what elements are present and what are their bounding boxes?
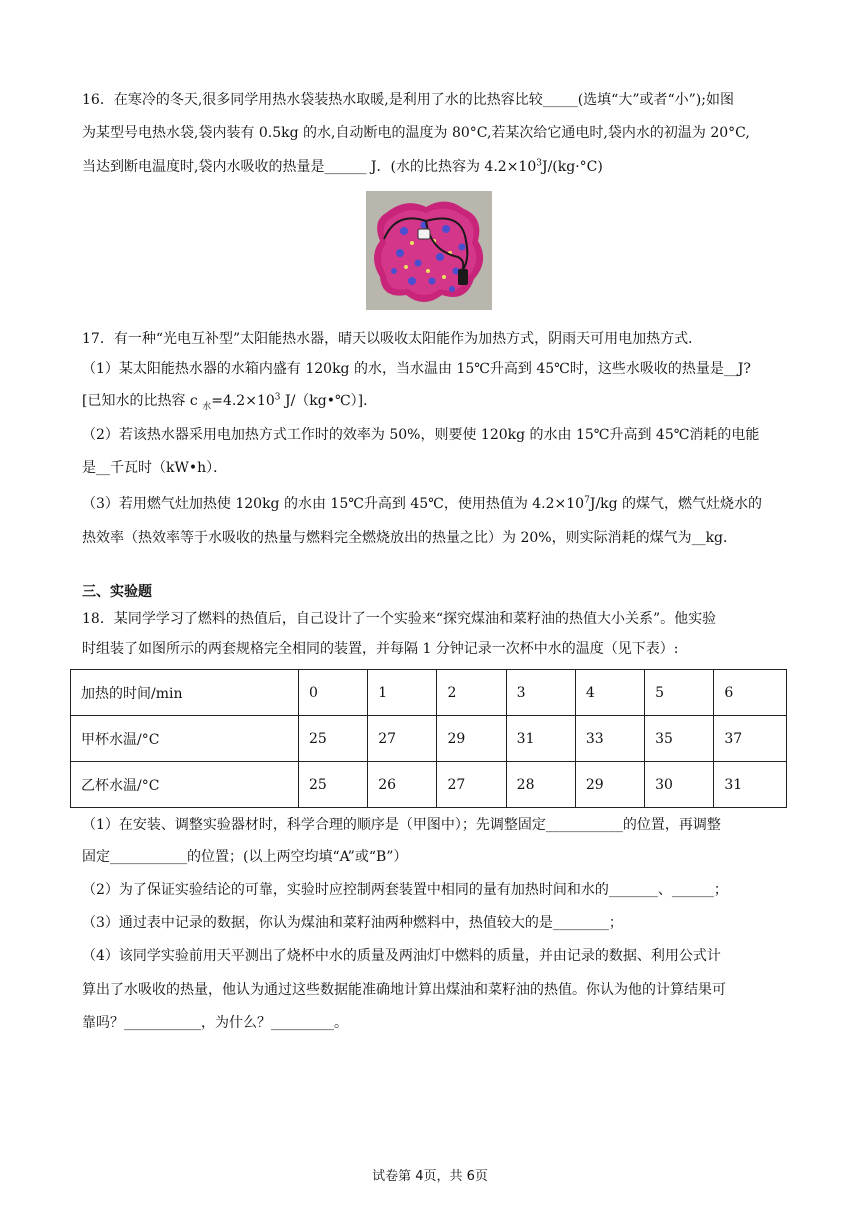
q17-line-3-value: =4.2×10 — [211, 393, 275, 409]
q16-line-1: 16．在寒冷的冬天,很多同学用热水袋装热水取暖,是利用了水的比热容比较_____(选填“大”或者“小”);如图 — [82, 92, 734, 108]
q18-part4-line-2: 算出了水吸收的热量，他认为通过这些数据能准确地计算出煤油和菜籽油的热值。你认为他的计算结果可 — [82, 982, 726, 998]
table-cell: 27 — [368, 716, 437, 762]
q18-line-1: 18．某同学学习了燃料的热值后，自己设计了一个实验来“探究煤油和菜籽油的热值大小关系”。他实验 — [82, 611, 717, 627]
q17-line-6 — [82, 494, 762, 514]
table-row — [71, 670, 787, 716]
table-cell: 6 — [714, 670, 787, 716]
q17-line-3-text: [已知水的比热容 c — [82, 393, 203, 409]
table-cell: 2 — [437, 670, 506, 716]
q17-line-3-unit: J/（kg•℃）]． — [280, 393, 378, 409]
q17-line-6-rest: J/kg 的煤气，燃气灶烧水的 — [589, 496, 763, 512]
table-cell: 27 — [437, 762, 506, 808]
q17-line-6-exponent: 7 — [584, 495, 590, 506]
q18-part3: （3）通过表中记录的数据，你认为煤油和菜籽油两种燃料中，热值较大的是________； — [82, 915, 623, 931]
table-cell: 31 — [506, 716, 575, 762]
q17-exponent: 3 — [274, 392, 281, 403]
q16-unit: J/(kg·°C) — [541, 159, 603, 175]
table-row-label: 乙杯水温/°C — [71, 762, 299, 808]
table-cell: 28 — [506, 762, 575, 808]
q18-part2: （2）为了保证实验结论的可靠，实验时应控制两套装置中相同的量有加热时间和水的_______、______； — [82, 882, 728, 898]
table-cell: 35 — [645, 716, 714, 762]
table-row-label: 甲杯水温/°C — [71, 716, 299, 762]
temperature-table-body — [71, 670, 787, 808]
table-row — [71, 716, 787, 762]
table-cell: 31 — [714, 762, 787, 808]
table-cell: 37 — [714, 716, 787, 762]
table-cell: 29 — [575, 762, 644, 808]
q18-line-2: 时组装了如图所示的两套规格完全相同的装置，并每隔 1 分钟记录一次杯中水的温度（见下表）: — [82, 641, 679, 657]
table-cell: 29 — [437, 716, 506, 762]
q17-line-2: （1）某太阳能热水器的水箱内盛有 120kg 的水，当水温由 15℃升高到 45℃时，这些水吸收的热量是__J? — [82, 361, 751, 377]
q16-line-3-text: 当达到断电温度时,袋内水吸收的热量是______ J．(水的比热容为 4.2×10 — [82, 159, 537, 175]
table-cell: 1 — [368, 670, 437, 716]
temperature-table — [70, 669, 787, 808]
table-row-label: 加热的时间/min — [71, 670, 299, 716]
q17-line-6-text: （3）若用燃气灶加热使 120kg 的水由 15℃升高到 45℃，使用热值为 4.2×10 — [82, 496, 585, 512]
table-cell: 4 — [575, 670, 644, 716]
q16-line-2: 为某型号电热水袋,袋内装有 0.5kg 的水,自动断电的温度为 80°C,若某次给它通电时,袋内水的初温为 20°C, — [82, 125, 750, 141]
section-heading: 三、实验题 — [82, 584, 152, 600]
q17-line-1: 17．有一种“光电互补型”太阳能热水器，晴天以吸收太阳能作为加热方式，阴雨天可用电加热方式． — [82, 331, 703, 347]
q16-line-3 — [82, 157, 603, 177]
q17-line-5: 是__千瓦时（kW•h）． — [82, 460, 228, 476]
hot-water-bag-photo — [366, 191, 492, 310]
q17-line-3 — [82, 391, 377, 411]
q18-part1-line-2: 固定___________的位置；(以上两空均填“A”或“B”） — [82, 849, 408, 865]
table-cell: 5 — [645, 670, 714, 716]
table-cell: 26 — [368, 762, 437, 808]
table-cell: 30 — [645, 762, 714, 808]
q17-line-4: （2）若该热水器采用电加热方式工作时的效率为 50%，则要使 120kg 的水由 15℃升高到 45℃消耗的电能 — [82, 427, 760, 443]
table-cell: 3 — [506, 670, 575, 716]
table-cell: 33 — [575, 716, 644, 762]
table-cell: 25 — [299, 716, 368, 762]
q17-subscript: 水 — [202, 401, 212, 412]
table-cell: 25 — [299, 762, 368, 808]
q18-part4-line-1: （4）该同学实验前用天平测出了烧杯中水的质量及两油灯中燃料的质量，并由记录的数据、利用公式计 — [82, 948, 721, 964]
hot-water-bag-illustration — [366, 191, 492, 310]
page-footer: 试卷第 4页，共 6页 — [372, 1169, 488, 1184]
q16-exponent: 3 — [536, 158, 542, 169]
q18-part1-line-1: （1）在安装、调整实验器材时，科学合理的顺序是（甲图中）；先调整固定___________的位置，再调整 — [82, 817, 721, 833]
table-cell: 0 — [299, 670, 368, 716]
table-row — [71, 762, 787, 808]
q18-part4-line-3: 靠吗？___________，为什么？_________。 — [82, 1015, 348, 1031]
q17-line-7: 热效率（热效率等于水吸收的热量与燃料完全燃烧放出的热量之比）为 20%，则实际消耗的煤气为__kg． — [82, 530, 738, 546]
